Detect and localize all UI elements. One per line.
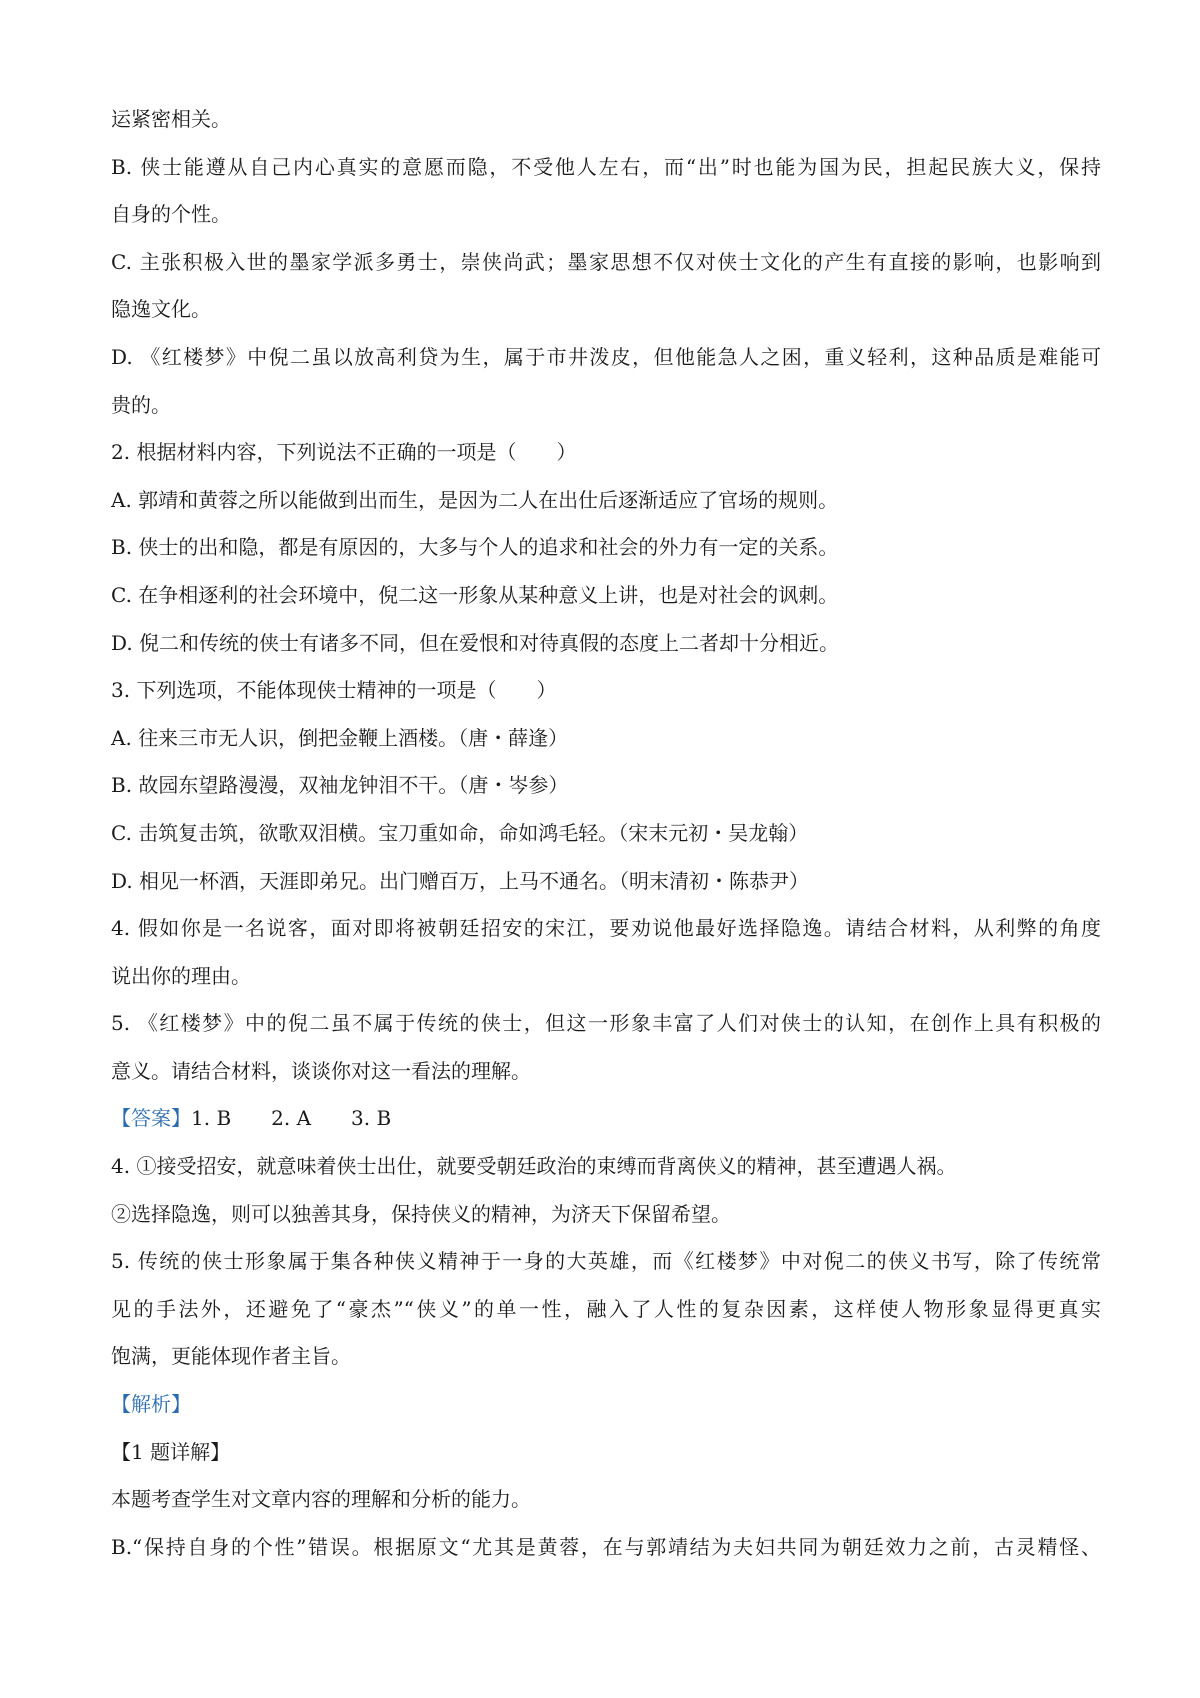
text-line: 隐逸文化。 [111,297,211,322]
answer-line: 饱满，更能体现作者主旨。 [111,1344,351,1369]
text-line: 贵的。 [111,392,171,417]
option-a: A. 往来三市无人识，倒把金鞭上酒楼。（唐・薛逢） [111,725,569,750]
detail-line: 本题考查学生对文章内容的理解和分析的能力。 [111,1487,531,1512]
text-line: 自身的个性。 [111,202,231,227]
text-line: C. 主张积极入世的墨家学派多勇士，崇侠尚武；墨家思想不仅对侠士文化的产生有直接的影响，也影响到 [111,249,1101,274]
answer-line: ②选择隐逸，则可以独善其身，保持侠义的精神，为济天下保留希望。 [111,1201,731,1226]
option-c: C. 击筑复击筑，欲歌双泪横。宝刀重如命，命如鸿毛轻。（宋末元初・吴龙翰） [111,820,809,845]
answer-1: 1. B [191,1106,232,1131]
option-c: C. 在争相逐利的社会环境中，倪二这一形象从某种意义上讲，也是对社会的讽刺。 [111,582,839,607]
question-4-stem: 4. 假如你是一名说客，面对即将被朝廷招安的宋江，要劝说他最好选择隐逸。请结合材料，从利弊的角度 [111,916,1101,941]
question-2-stem: 2. 根据材料内容，下列说法不正确的一项是（ ） [111,440,577,465]
question-3-stem: 3. 下列选项，不能体现侠士精神的一项是（ ） [111,678,557,703]
document-page [111,96,1101,1571]
question-5-stem: 5. 《红楼梦》中的倪二虽不属于传统的侠士，但这一形象丰富了人们对侠士的认知，在创作上具有积极的 [111,1011,1101,1036]
answer-line: 5. 传统的侠士形象属于集各种侠义精神于一身的大英雄，而《红楼梦》中对倪二的侠义书写，除了传统常 [111,1249,1101,1274]
text-line: B. 侠士能遵从自己内心真实的意愿而隐，不受他人左右，而“出”时也能为国为民，担起民族大义，保持 [111,154,1101,179]
analysis-label: 【解析】 [111,1392,191,1417]
option-d: D. 倪二和传统的侠士有诸多不同，但在爱恨和对待真假的态度上二者却十分相近。 [111,630,840,655]
option-a: A. 郭靖和黄蓉之所以能做到出而生，是因为二人在出仕后逐渐适应了官场的规则。 [111,487,839,512]
option-d: D. 相见一杯酒，天涯即弟兄。出门赠百万，上马不通名。（明末清初・陈恭尹） [111,868,810,893]
answer-label: 【答案】 [111,1106,191,1131]
option-b: B. 侠士的出和隐，都是有原因的，大多与个人的追求和社会的外力有一定的关系。 [111,535,839,560]
answer-row [111,1095,1101,1143]
text-line: 说出你的理由。 [111,963,251,988]
answer-3: 3. B [351,1106,392,1131]
option-b: B. 故园东望路漫漫，双袖龙钟泪不干。（唐・岑参） [111,773,569,798]
text-line: D. 《红楼梦》中倪二虽以放高利贷为生，属于市井泼皮，但他能急人之困，重义轻利，这种品质是难能可 [111,344,1101,369]
text-line: 运紧密相关。 [111,107,231,131]
detail-label: 【1 题详解】 [111,1439,231,1464]
detail-line: B.“保持自身的个性”错误。根据原文“尤其是黄蓉，在与郭靖结为夫妇共同为朝廷效力之前，古灵精怪、 [111,1534,1101,1559]
text-line: 意义。请结合材料，谈谈你对这一看法的理解。 [111,1058,531,1083]
answer-2: 2. A [271,1106,312,1131]
answer-line: 见的手法外，还避免了“豪杰”“侠义”的单一性，融入了人性的复杂因素，这样使人物形象显得更真实 [111,1296,1101,1321]
answer-line: 4. ①接受招安，就意味着侠士出仕，就要受朝廷政治的束缚而背离侠义的精神，甚至遭遇人祸。 [111,1154,957,1179]
